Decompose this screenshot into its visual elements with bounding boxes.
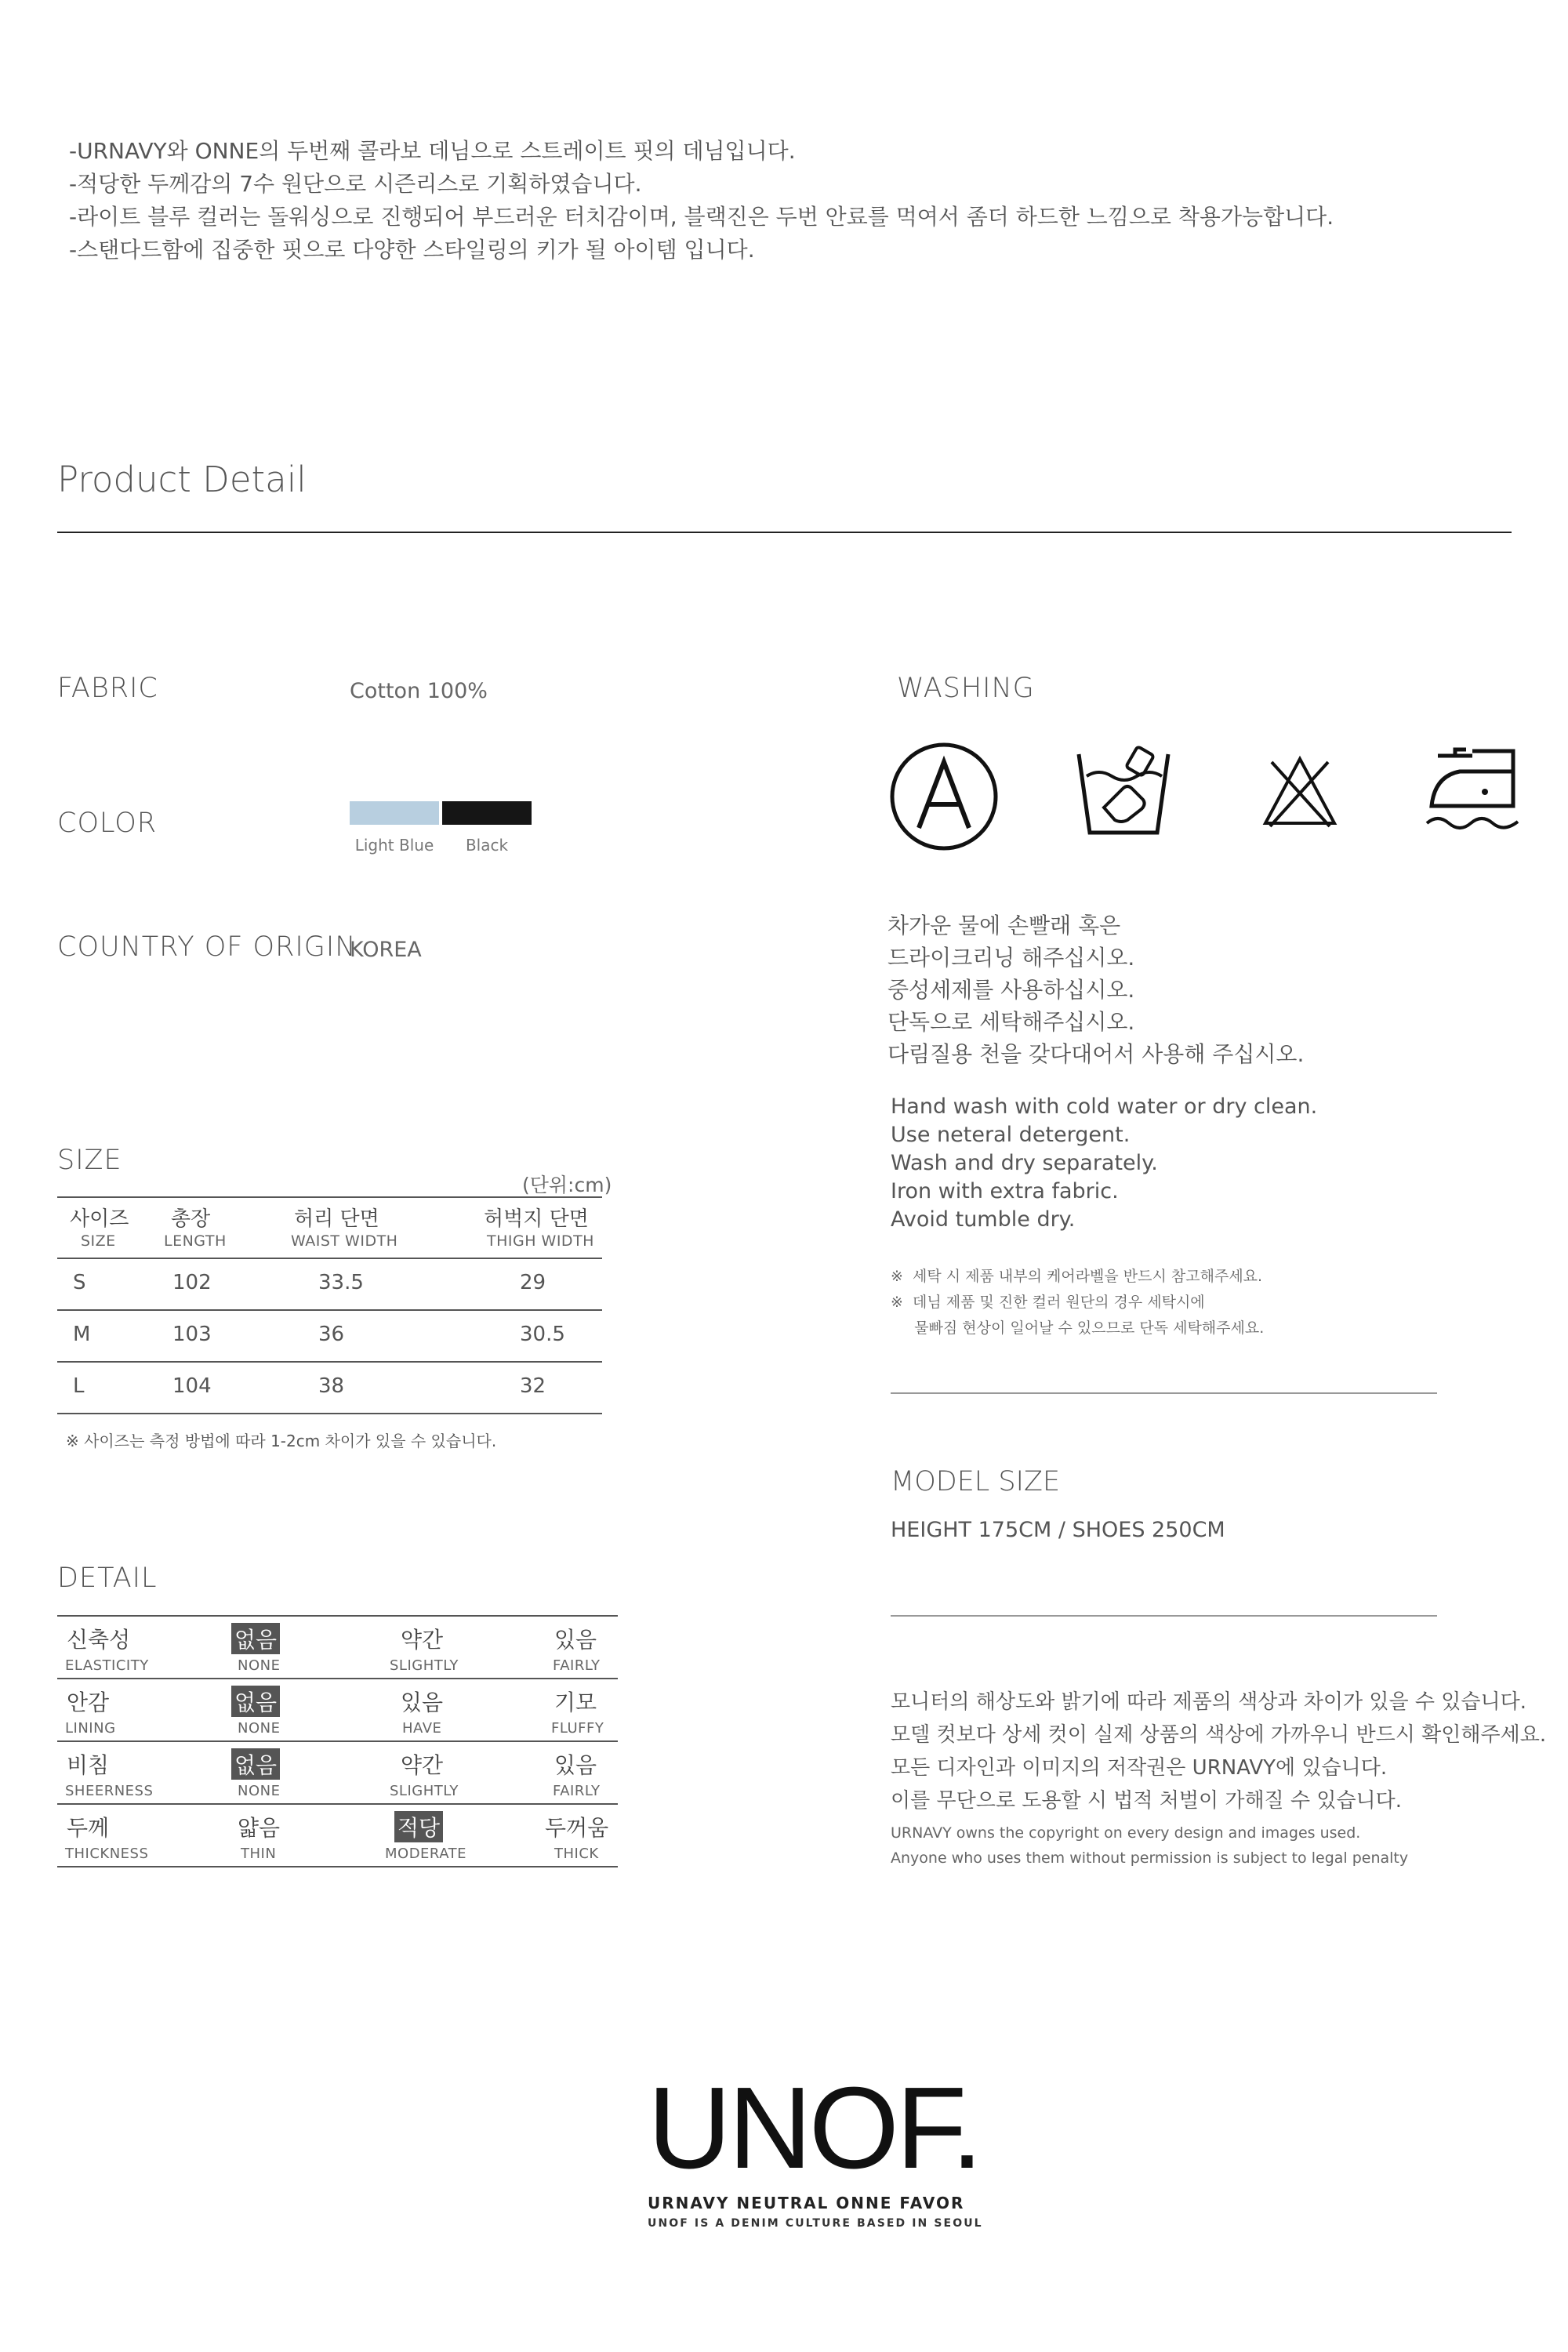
size-cell: 29 bbox=[520, 1271, 546, 1294]
washing-note: 물빠짐 현상이 일어날 수 있으므로 단독 세탁해주세요. bbox=[891, 1319, 1265, 1337]
care-instructions-en bbox=[891, 1093, 1317, 1234]
detail-option-en: NONE bbox=[238, 1657, 281, 1674]
detail-option-en: FAIRLY bbox=[553, 1657, 601, 1674]
product-detail-title: Product Detail bbox=[57, 459, 307, 500]
brand-logo: UNOF. bbox=[648, 2063, 980, 2193]
color-swatch-caption: Black bbox=[465, 836, 509, 855]
detail-table bbox=[57, 1615, 618, 1867]
detail-attr-en: ELASTICITY bbox=[65, 1657, 149, 1674]
care-line-en: Avoid tumble dry. bbox=[891, 1207, 1076, 1232]
size-table-header bbox=[57, 1196, 602, 1259]
brand-tagline: UNOF IS A DENIM CULTURE BASED IN SEOUL bbox=[648, 2217, 983, 2230]
detail-option-en: FLUFFY bbox=[551, 1720, 604, 1737]
disclaimer-en bbox=[891, 1820, 1408, 1871]
detail-option-en: MODERATE bbox=[385, 1846, 466, 1862]
size-cell: 38 bbox=[318, 1374, 345, 1398]
size-cell: 32 bbox=[520, 1374, 546, 1398]
washing-notes bbox=[891, 1264, 1264, 1341]
washing-note: ※ 세탁 시 제품 내부의 케어라벨을 반드시 참고해주세요. bbox=[891, 1268, 1263, 1285]
origin-label: COUNTRY OF ORIGIN bbox=[57, 931, 357, 963]
fabric-label: FABRIC bbox=[57, 673, 158, 704]
disclaimer-line: 모든 디자인과 이미지의 저작권은 URNAVY에 있습니다. bbox=[891, 1756, 1388, 1780]
detail-option-selected: 없음 bbox=[231, 1748, 280, 1780]
care-line-ko: 차가운 물에 손빨래 혹은 bbox=[887, 913, 1121, 938]
care-line-en: Hand wash with cold water or dry clean. bbox=[891, 1094, 1318, 1119]
size-cell: 30.5 bbox=[520, 1323, 565, 1346]
detail-attr-ko: 안감 bbox=[67, 1690, 110, 1715]
divider bbox=[891, 1615, 1437, 1617]
detail-label: DETAIL bbox=[57, 1563, 158, 1594]
detail-option-en: SLIGHTLY bbox=[390, 1783, 459, 1799]
care-line-ko: 다림질용 천을 갖다대어서 사용해 주십시오. bbox=[887, 1041, 1305, 1067]
detail-attr-en: LINING bbox=[65, 1720, 116, 1737]
care-line-en: Wash and dry separately. bbox=[891, 1151, 1158, 1175]
washing-note: ※ 데님 제품 및 진한 컬러 원단의 경우 세탁시에 bbox=[891, 1294, 1205, 1311]
intro-line: -URNAVY와 ONNE의 두번째 콜라보 데님으로 스트레이트 핏의 데님입니다. bbox=[69, 138, 796, 164]
intro-line: -라이트 블루 컬러는 돌워싱으로 진행되어 부드러운 터치감이며, 블랙진은 두번 안료를 먹여서 좀더 하드한 느낌으로 착용가능합니다. bbox=[69, 204, 1334, 230]
hand-wash-icon bbox=[1076, 745, 1171, 839]
dry-clean-a-icon bbox=[887, 740, 1000, 853]
disclaimer-ko bbox=[891, 1686, 1546, 1817]
size-cell: 33.5 bbox=[318, 1271, 364, 1294]
origin-value: KOREA bbox=[350, 938, 422, 962]
fabric-value: Cotton 100% bbox=[350, 679, 488, 703]
detail-option-en: SLIGHTLY bbox=[390, 1657, 459, 1674]
intro-description bbox=[69, 135, 1480, 267]
size-note: ※ 사이즈는 측정 방법에 따라 1-2cm 차이가 있을 수 있습니다. bbox=[66, 1432, 497, 1450]
detail-row-elasticity bbox=[57, 1615, 618, 1679]
disclaimer-line: 이를 무단으로 도용할 시 법적 처벌이 가해질 수 있습니다. bbox=[891, 1789, 1403, 1813]
table-row bbox=[57, 1311, 602, 1363]
detail-attr-ko: 신축성 bbox=[67, 1627, 131, 1653]
detail-option: 기모 bbox=[554, 1690, 597, 1715]
color-label: COLOR bbox=[57, 808, 158, 839]
detail-option-selected: 없음 bbox=[231, 1686, 280, 1717]
size-cell: S bbox=[73, 1271, 86, 1294]
size-label: SIZE bbox=[57, 1145, 122, 1176]
table-row bbox=[57, 1363, 602, 1414]
model-size-value: HEIGHT 175CM / SHOES 250CM bbox=[891, 1518, 1225, 1542]
size-header-en: LENGTH bbox=[164, 1232, 227, 1250]
size-header-ko: 허리 단면 bbox=[294, 1207, 379, 1231]
size-header-ko: 총장 bbox=[171, 1207, 211, 1231]
divider bbox=[891, 1392, 1437, 1394]
color-swatch-light-blue bbox=[350, 801, 439, 825]
disclaimer-line: 모델 컷보다 상세 컷이 실제 상품의 색상에 가까우니 반드시 확인해주세요. bbox=[891, 1723, 1547, 1747]
detail-option-en: NONE bbox=[238, 1783, 281, 1799]
size-cell: 102 bbox=[172, 1271, 212, 1294]
intro-line: -적당한 두께감의 7수 원단으로 시즌리스로 기획하였습니다. bbox=[69, 171, 642, 197]
detail-attr-ko: 두께 bbox=[67, 1815, 110, 1841]
detail-row-thickness bbox=[57, 1805, 618, 1867]
detail-option-en: THICK bbox=[554, 1846, 599, 1862]
care-instructions-ko bbox=[887, 909, 1304, 1070]
no-bleach-icon bbox=[1261, 753, 1339, 831]
size-header-ko: 허벅지 단면 bbox=[484, 1207, 589, 1231]
size-header-en: SIZE bbox=[81, 1232, 116, 1250]
model-size-label: MODEL SIZE bbox=[891, 1466, 1061, 1497]
detail-option: 약간 bbox=[401, 1627, 444, 1653]
detail-option: 있음 bbox=[554, 1627, 597, 1653]
detail-option-en: FAIRLY bbox=[553, 1783, 601, 1799]
detail-option: 얇음 bbox=[238, 1815, 281, 1841]
detail-attr-en: SHEERNESS bbox=[65, 1783, 154, 1799]
size-cell: 104 bbox=[172, 1374, 212, 1398]
detail-row-sheerness bbox=[57, 1742, 618, 1805]
detail-option-en: NONE bbox=[238, 1720, 281, 1737]
size-table bbox=[57, 1196, 602, 1414]
detail-option: 있음 bbox=[401, 1690, 444, 1715]
care-line-ko: 중성세제를 사용하십시오. bbox=[887, 977, 1135, 1003]
brand-subtitle: URNAVY NEUTRAL ONNE FAVOR bbox=[648, 2194, 965, 2212]
detail-option: 있음 bbox=[554, 1752, 597, 1778]
detail-attr-ko: 비침 bbox=[67, 1752, 110, 1778]
color-swatch-black bbox=[442, 801, 532, 825]
disclaimer-line-en: Anyone who uses them without permission is subject to legal penalty bbox=[891, 1849, 1409, 1867]
section-divider bbox=[57, 532, 1512, 533]
care-line-en: Iron with extra fabric. bbox=[891, 1179, 1119, 1203]
size-header-en: WAIST WIDTH bbox=[291, 1232, 398, 1250]
detail-option-en: HAVE bbox=[402, 1720, 442, 1737]
size-cell: 103 bbox=[172, 1323, 212, 1346]
washing-label: WASHING bbox=[897, 673, 1035, 704]
care-line-en: Use neteral detergent. bbox=[891, 1123, 1131, 1147]
detail-option-selected: 없음 bbox=[231, 1623, 280, 1654]
size-unit: (단위:cm) bbox=[522, 1174, 612, 1196]
disclaimer-line: 모니터의 해상도와 밝기에 따라 제품의 색상과 차이가 있을 수 있습니다. bbox=[891, 1690, 1527, 1714]
detail-row-lining bbox=[57, 1679, 618, 1742]
detail-attr-en: THICKNESS bbox=[65, 1846, 149, 1862]
intro-line: -스탠다드함에 집중한 핏으로 다양한 스타일링의 키가 될 아이템 입니다. bbox=[69, 237, 755, 263]
detail-option: 약간 bbox=[401, 1752, 444, 1778]
disclaimer-line-en: URNAVY owns the copyright on every design and images used. bbox=[891, 1824, 1361, 1842]
size-cell: L bbox=[73, 1374, 85, 1398]
size-header-en: THIGH WIDTH bbox=[487, 1232, 594, 1250]
care-line-ko: 단독으로 세탁해주십시오. bbox=[887, 1009, 1135, 1035]
detail-option-selected: 적당 bbox=[394, 1811, 443, 1842]
size-header-ko: 사이즈 bbox=[70, 1207, 129, 1231]
detail-option: 두꺼움 bbox=[545, 1815, 609, 1841]
care-line-ko: 드라이크리닝 해주십시오. bbox=[887, 945, 1135, 971]
size-cell: 36 bbox=[318, 1323, 345, 1346]
iron-with-cloth-icon bbox=[1425, 746, 1521, 833]
color-swatch-caption: Light Blue bbox=[354, 836, 434, 855]
size-cell: M bbox=[73, 1323, 91, 1346]
detail-option-en: THIN bbox=[241, 1846, 277, 1862]
table-row bbox=[57, 1259, 602, 1311]
